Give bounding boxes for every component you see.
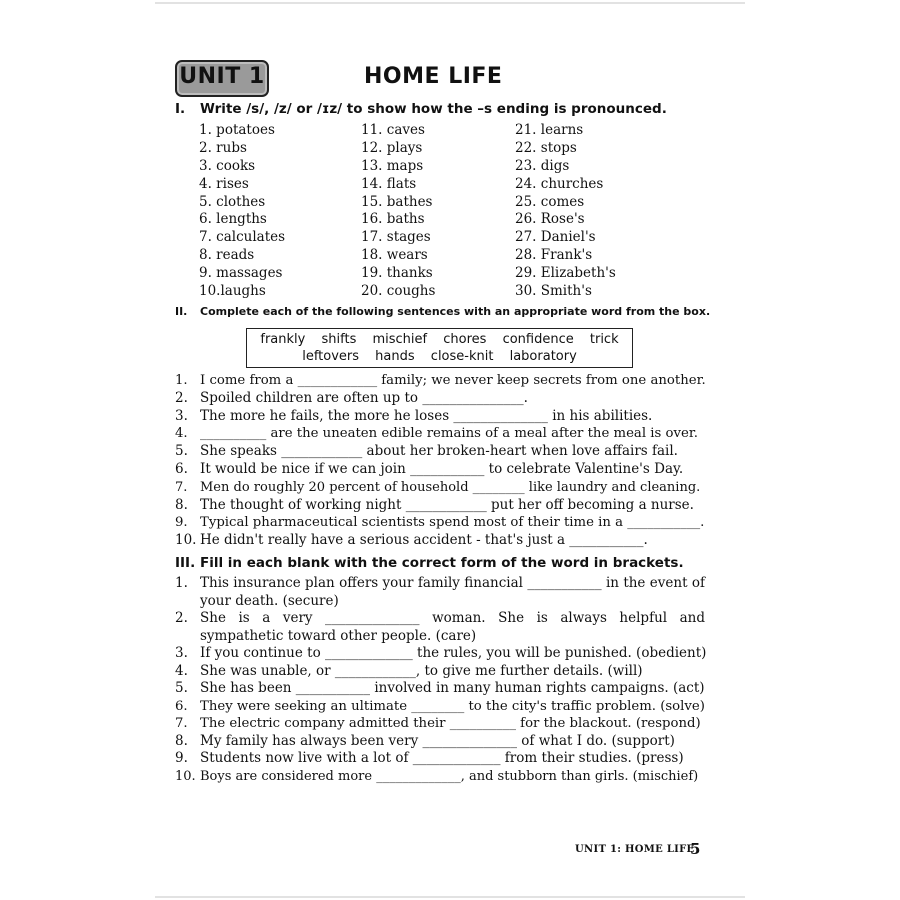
word-item: 7. calculates [199, 229, 286, 246]
item-number: 7. [175, 479, 188, 495]
box-word: hands [375, 349, 415, 364]
word-item: 26. Rose's [515, 211, 585, 228]
item-text: My family has always been very ______________ of what I do. (support) [200, 732, 675, 749]
page-number: 5 [690, 840, 701, 858]
item-number: 1. [175, 373, 188, 388]
item-text: It would be nice if we can join ___________ to celebrate Valentine's Day. [200, 460, 684, 477]
box-word: chores [443, 332, 487, 347]
item-text: The more he fails, the more he loses ______________ in his abilities. [200, 407, 653, 424]
item-number: 8. [175, 496, 188, 513]
list-item [175, 408, 705, 426]
section-3-number: III. [175, 555, 196, 571]
box-word: close-knit [430, 349, 494, 364]
box-word: shifts [321, 332, 357, 347]
section-3-heading [175, 555, 684, 571]
bottom-rule [155, 896, 745, 898]
item-number: 1. [175, 575, 188, 591]
item-text: This insurance plan offers your family financial ___________ in the event of your death. (secure) [200, 575, 705, 609]
item-number: 3. [175, 407, 188, 424]
word-column-2 [361, 122, 435, 301]
list-item [175, 390, 705, 408]
word-item: 14. flats [361, 175, 417, 192]
word-box-row [247, 332, 632, 347]
word-item: 29. Elizabeth's [515, 265, 616, 282]
section-1-instruction: Write /s/, /z/ or /ɪz/ to show how the –s ending is pronounced. [200, 101, 667, 117]
word-column-3 [515, 122, 616, 301]
item-text: I come from a ____________ family; we never keep secrets from one another. [200, 373, 706, 388]
word-box-row [247, 349, 632, 364]
word-item: 20. coughs [361, 283, 436, 300]
list-item [175, 610, 705, 645]
running-footer: UNIT 1: HOME LIFE [575, 844, 695, 855]
list-item [175, 680, 705, 698]
box-word: confidence [502, 332, 574, 347]
list-item [175, 479, 705, 497]
item-text: Spoiled children are often up to _______________. [200, 389, 528, 406]
word-item: 3. cooks [199, 157, 256, 174]
list-item [175, 715, 705, 733]
word-item: 28. Frank's [515, 247, 593, 264]
section-2-heading [175, 305, 710, 318]
word-item: 25. comes [515, 193, 585, 210]
section-1-number: I. [175, 101, 186, 117]
unit-badge [175, 60, 269, 97]
box-word: leftovers [302, 349, 360, 364]
word-item: 1. potatoes [199, 122, 275, 138]
word-item: 17. stages [361, 229, 431, 246]
item-number: 5. [175, 680, 188, 696]
list-item [175, 497, 705, 515]
section-2-list [175, 372, 705, 550]
list-item [175, 645, 705, 663]
item-text: Students now live with a lot of _____________ from their studies. (press) [200, 750, 684, 766]
item-number: 4. [175, 426, 188, 442]
word-item: 13. maps [361, 157, 424, 174]
item-text: Men do roughly 20 percent of household ________ like laundry and cleaning. [200, 479, 701, 495]
item-number: 8. [175, 732, 188, 749]
list-item [175, 372, 705, 390]
item-text: __________ are the uneaten edible remains of a meal after the meal is over. [200, 426, 698, 442]
word-item: 8. reads [199, 247, 255, 264]
item-text: Typical pharmaceutical scientists spend most of their time in a ___________. [200, 515, 705, 531]
word-item: 2. rubs [199, 139, 247, 156]
word-column-1 [199, 122, 285, 301]
item-number: 4. [175, 662, 188, 679]
section-2-instruction: Complete each of the following sentences with an appropriate word from the box. [200, 305, 711, 318]
list-item [175, 425, 705, 443]
word-box [246, 328, 633, 368]
unit-badge-label: UNIT 1 [179, 64, 265, 89]
word-item: 27. Daniel's [515, 229, 596, 246]
word-item: 15. bathes [361, 193, 433, 210]
list-item [175, 768, 705, 786]
item-number: 5. [175, 443, 188, 460]
list-item [175, 461, 705, 479]
list-item [175, 575, 705, 610]
item-text: The thought of working night ____________ put her off becoming a nurse. [200, 496, 694, 513]
list-item [175, 514, 705, 532]
word-item: 21. learns [515, 122, 584, 138]
item-text: He didn't really have a serious accident - that's just a ___________. [200, 532, 648, 549]
box-word: frankly [260, 332, 306, 347]
list-item [175, 750, 705, 768]
word-item: 23. digs [515, 157, 570, 174]
box-word: trick [589, 332, 619, 347]
list-item [175, 532, 705, 550]
item-number: 6. [175, 698, 188, 714]
word-item: 4. rises [199, 175, 249, 192]
word-item: 6. lengths [199, 211, 267, 228]
item-text: She is a very ______________ woman. She is always helpful and sympathetic toward other people. (care) [200, 610, 705, 644]
item-text: She has been ___________ involved in many human rights campaigns. (act) [200, 680, 705, 696]
word-item: 10.laughs [199, 283, 266, 300]
item-text: She was unable, or ____________, to give me further details. (will) [200, 662, 643, 679]
item-number: 9. [175, 750, 188, 766]
word-item: 16. baths [361, 211, 425, 228]
item-text: They were seeking an ultimate ________ to the city's traffic problem. (solve) [200, 698, 705, 714]
word-item: 22. stops [515, 139, 577, 156]
top-rule [155, 2, 745, 4]
item-number: 3. [175, 645, 188, 661]
word-item: 11. caves [361, 122, 425, 138]
word-item: 5. clothes [199, 193, 266, 210]
list-item [175, 733, 705, 751]
item-number: 2. [175, 389, 188, 406]
item-number: 6. [175, 460, 188, 477]
word-item: 24. churches [515, 175, 604, 192]
list-item [175, 663, 705, 681]
item-text: If you continue to _____________ the rules, you will be punished. (obedient) [200, 645, 707, 661]
word-item: 30. Smith's [515, 283, 592, 300]
box-word: laboratory [509, 349, 577, 364]
word-item: 9. massages [199, 265, 283, 282]
item-number: 7. [175, 716, 188, 731]
word-item: 18. wears [361, 247, 428, 264]
section-2-number: II. [175, 305, 188, 318]
item-text: She speaks ____________ about her broken-heart when love affairs fail. [200, 443, 678, 460]
item-number: 2. [175, 610, 188, 626]
section-1-heading [175, 101, 667, 117]
item-text: The electric company admitted their __________ for the blackout. (respond) [200, 716, 701, 731]
item-number: 10. [175, 768, 196, 784]
item-text: Boys are considered more _____________, and stubborn than girls. (mischief) [200, 768, 699, 784]
word-item: 12. plays [361, 139, 423, 156]
box-word: mischief [372, 332, 428, 347]
item-number: 10. [175, 532, 197, 549]
word-item: 19. thanks [361, 265, 433, 282]
section-3-list [175, 575, 705, 785]
page-title: HOME LIFE [364, 64, 503, 89]
list-item [175, 443, 705, 461]
item-number: 9. [175, 515, 188, 531]
section-3-instruction: Fill in each blank with the correct form of the word in brackets. [200, 555, 684, 571]
list-item [175, 698, 705, 716]
